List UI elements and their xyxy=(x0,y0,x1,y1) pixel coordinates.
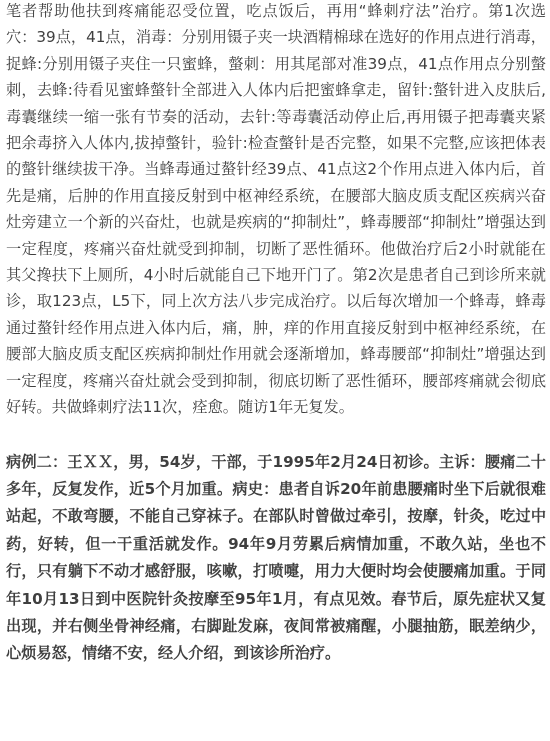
article-body xyxy=(6,0,546,668)
case-two-paragraph: 病例二：王ＸＸ，男，54岁，干部，于1995年2月24日初诊。主诉：腰痛二十多年，反复发作，近5个月加重。病史：患者自诉20年前患腰痛时坐下后就很难站起，不敢弯腰，不能自己穿袜子。在部队时曾做过牵引，按摩，针灸，吃过中药，好转，但一干重活就发作。94年9月劳累后病情加重，不敢久站，坐也不行，只有躺下不动才感舒服，咳嗽，打喷嚏，用力大便时均会使腰痛加重。于同年10月13日到中医院针灸按摩至95年1月，有点见效。春节后，原先症状又复出现，并右侧坐骨神经痛，右脚趾发麻，夜间常被痛醒，小腿抽筋，眠差纳少，心烦易怒，情绪不安，经人介绍，到该诊所治疗。 xyxy=(6,452,546,663)
article-paragraph: 笔者帮助他扶到疼痛能忍受位置，吃点饭后，再用“蜂刺疗法”治疗。第1次选穴：39点，41点，消毒：分别用镊子夹一块酒精棉球在选好的作用点进行消毒，捉蜂:分别用镊子夹住一只蜜蜂，螫刺：用其尾部对准39点，41点作用点分别螫刺，去蜂:待看见蜜蜂螫针全部进入人体内后把蜜蜂拿走，留针:螫针进入皮肤后,毒囊继续一缩一张有节奏的活动，去针:等毒囊活动停止后,再用镊子把毒囊夹紧把余毒挤入人体内,拔掉螫针，验针:检查螫针是否完整，如果不完整,应该把体表的螫针继续拔干净。当蜂毒通过螯针经39点、41点这2个作用点进入体内后，首先是痛，后肿的作用直接反射到中枢神经系统，在腰部大脑皮质支配区疾病兴奋灶旁建立一个新的兴奋灶，也就是疾病的“抑制灶”，蜂毒腰部“抑制灶”增强达到一定程度，疼痛兴奋灶就受到抑制，切断了恶性循环。他做治疗后2小时就能在其父搀扶下上厕所，4小时后就能自己下地开门了。第2次是患者自己到诊所来就诊，取123点，L5下，同上次方法八步完成治疗。以后每次增加一个蜂毒，蜂毒通过螯针经作用点进入体内后，痛，肿，痒的作用直接反射到中枢神经系统，在腰部大脑皮质支配区疾病抑制灶作用就会逐渐增加，蜂毒腰部“抑制灶”增强达到一定程度，疼痛兴奋灶就会受到抑制，彻底切断了恶性循环，腰部疼痛就会彻底好转。共做蜂刺疗法11次，痊愈。随访1年无复发。 xyxy=(6,2,546,417)
